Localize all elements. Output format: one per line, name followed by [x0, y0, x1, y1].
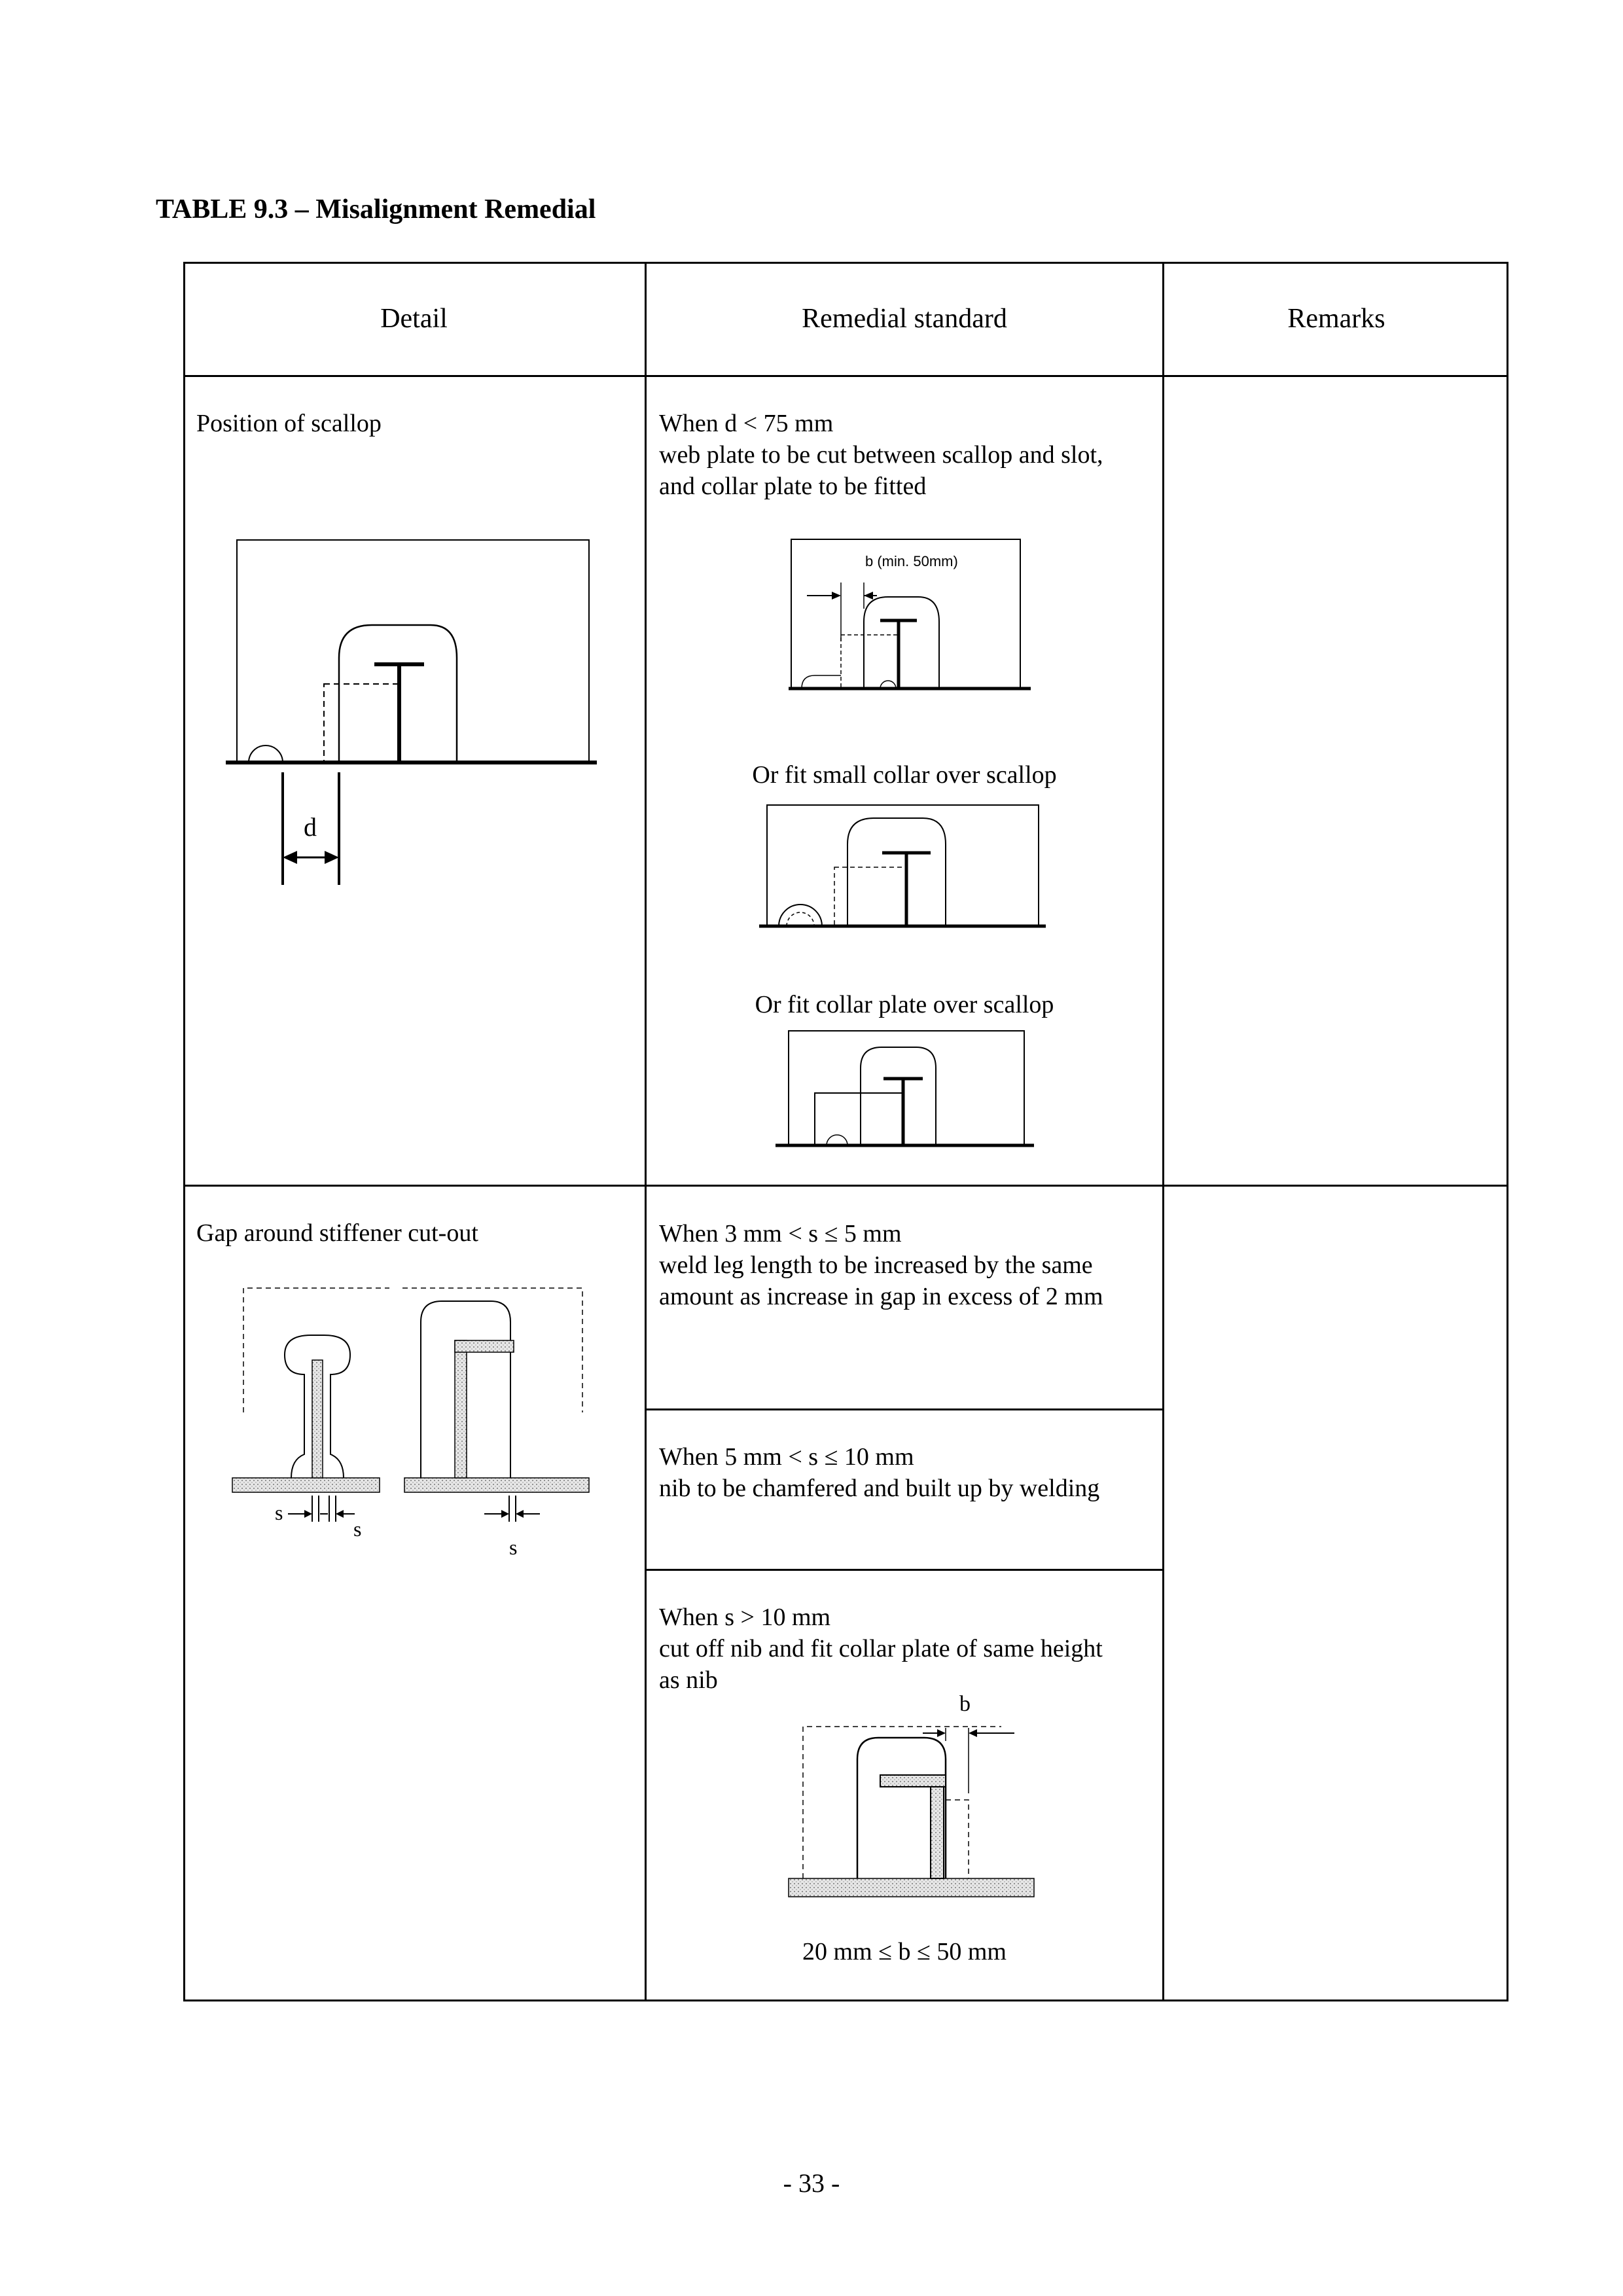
case1-line: When 3 mm < s ≤ 5 mm	[659, 1220, 902, 1247]
row1-detail-text: Position of scallop	[196, 410, 382, 437]
row1-remedial-line: and collar plate to be fitted	[659, 473, 927, 500]
collar-plate-figure	[776, 1028, 1037, 1149]
case2-line: nib to be chamfered and built up by welding	[659, 1475, 1100, 1502]
dimension-b-min-label: b (min. 50mm)	[865, 553, 958, 569]
header-remedial-standard: Remedial standard	[802, 304, 1007, 334]
column-divider	[645, 262, 647, 2001]
small-collar-figure	[759, 802, 1047, 929]
row1-remedial-line: When d < 75 mm	[659, 410, 834, 437]
gap-s-label-right: s	[509, 1535, 518, 1559]
case1-text	[659, 1218, 1103, 1312]
scallop-position-figure	[223, 537, 602, 903]
header-remarks: Remarks	[1287, 304, 1385, 334]
row-divider	[645, 1408, 1164, 1410]
case3-line: as nib	[659, 1666, 718, 1694]
table-title: TABLE 9.3 – Misalignment Remedial	[156, 194, 596, 224]
case1-line: weld leg length to be increased by the same	[659, 1251, 1093, 1279]
dimension-d-label: d	[304, 812, 317, 842]
case3-caption: 20 mm ≤ b ≤ 50 mm	[802, 1938, 1007, 1965]
caption-collar-plate: Or fit collar plate over scallop	[755, 991, 1054, 1018]
case2-line: When 5 mm < s ≤ 10 mm	[659, 1443, 914, 1471]
case1-line: amount as increase in gap in excess of 2 mm	[659, 1283, 1103, 1310]
row-divider	[183, 375, 1508, 377]
case3-line: When s > 10 mm	[659, 1604, 831, 1631]
row2-detail-text: Gap around stiffener cut-out	[196, 1219, 478, 1247]
case3-text	[659, 1602, 1103, 1696]
gap-s-label-middle: s	[353, 1517, 362, 1541]
row1-remedial-line: web plate to be cut between scallop and slot,	[659, 441, 1103, 469]
case2-text	[659, 1441, 1099, 1504]
row-divider	[183, 1185, 1508, 1187]
collar-plate-nib-figure	[785, 1702, 1041, 1905]
caption-small-collar: Or fit small collar over scallop	[752, 761, 1057, 789]
row1-remedial-text	[659, 408, 1103, 502]
gap-s-label-left: s	[275, 1501, 283, 1524]
case3-line: cut off nib and fit collar plate of same height	[659, 1635, 1103, 1662]
dimension-b-label: b	[959, 1692, 971, 1716]
page-number: - 33 -	[783, 2168, 840, 2198]
column-divider	[1162, 262, 1164, 2001]
row-divider	[645, 1569, 1164, 1571]
header-detail: Detail	[380, 304, 448, 334]
